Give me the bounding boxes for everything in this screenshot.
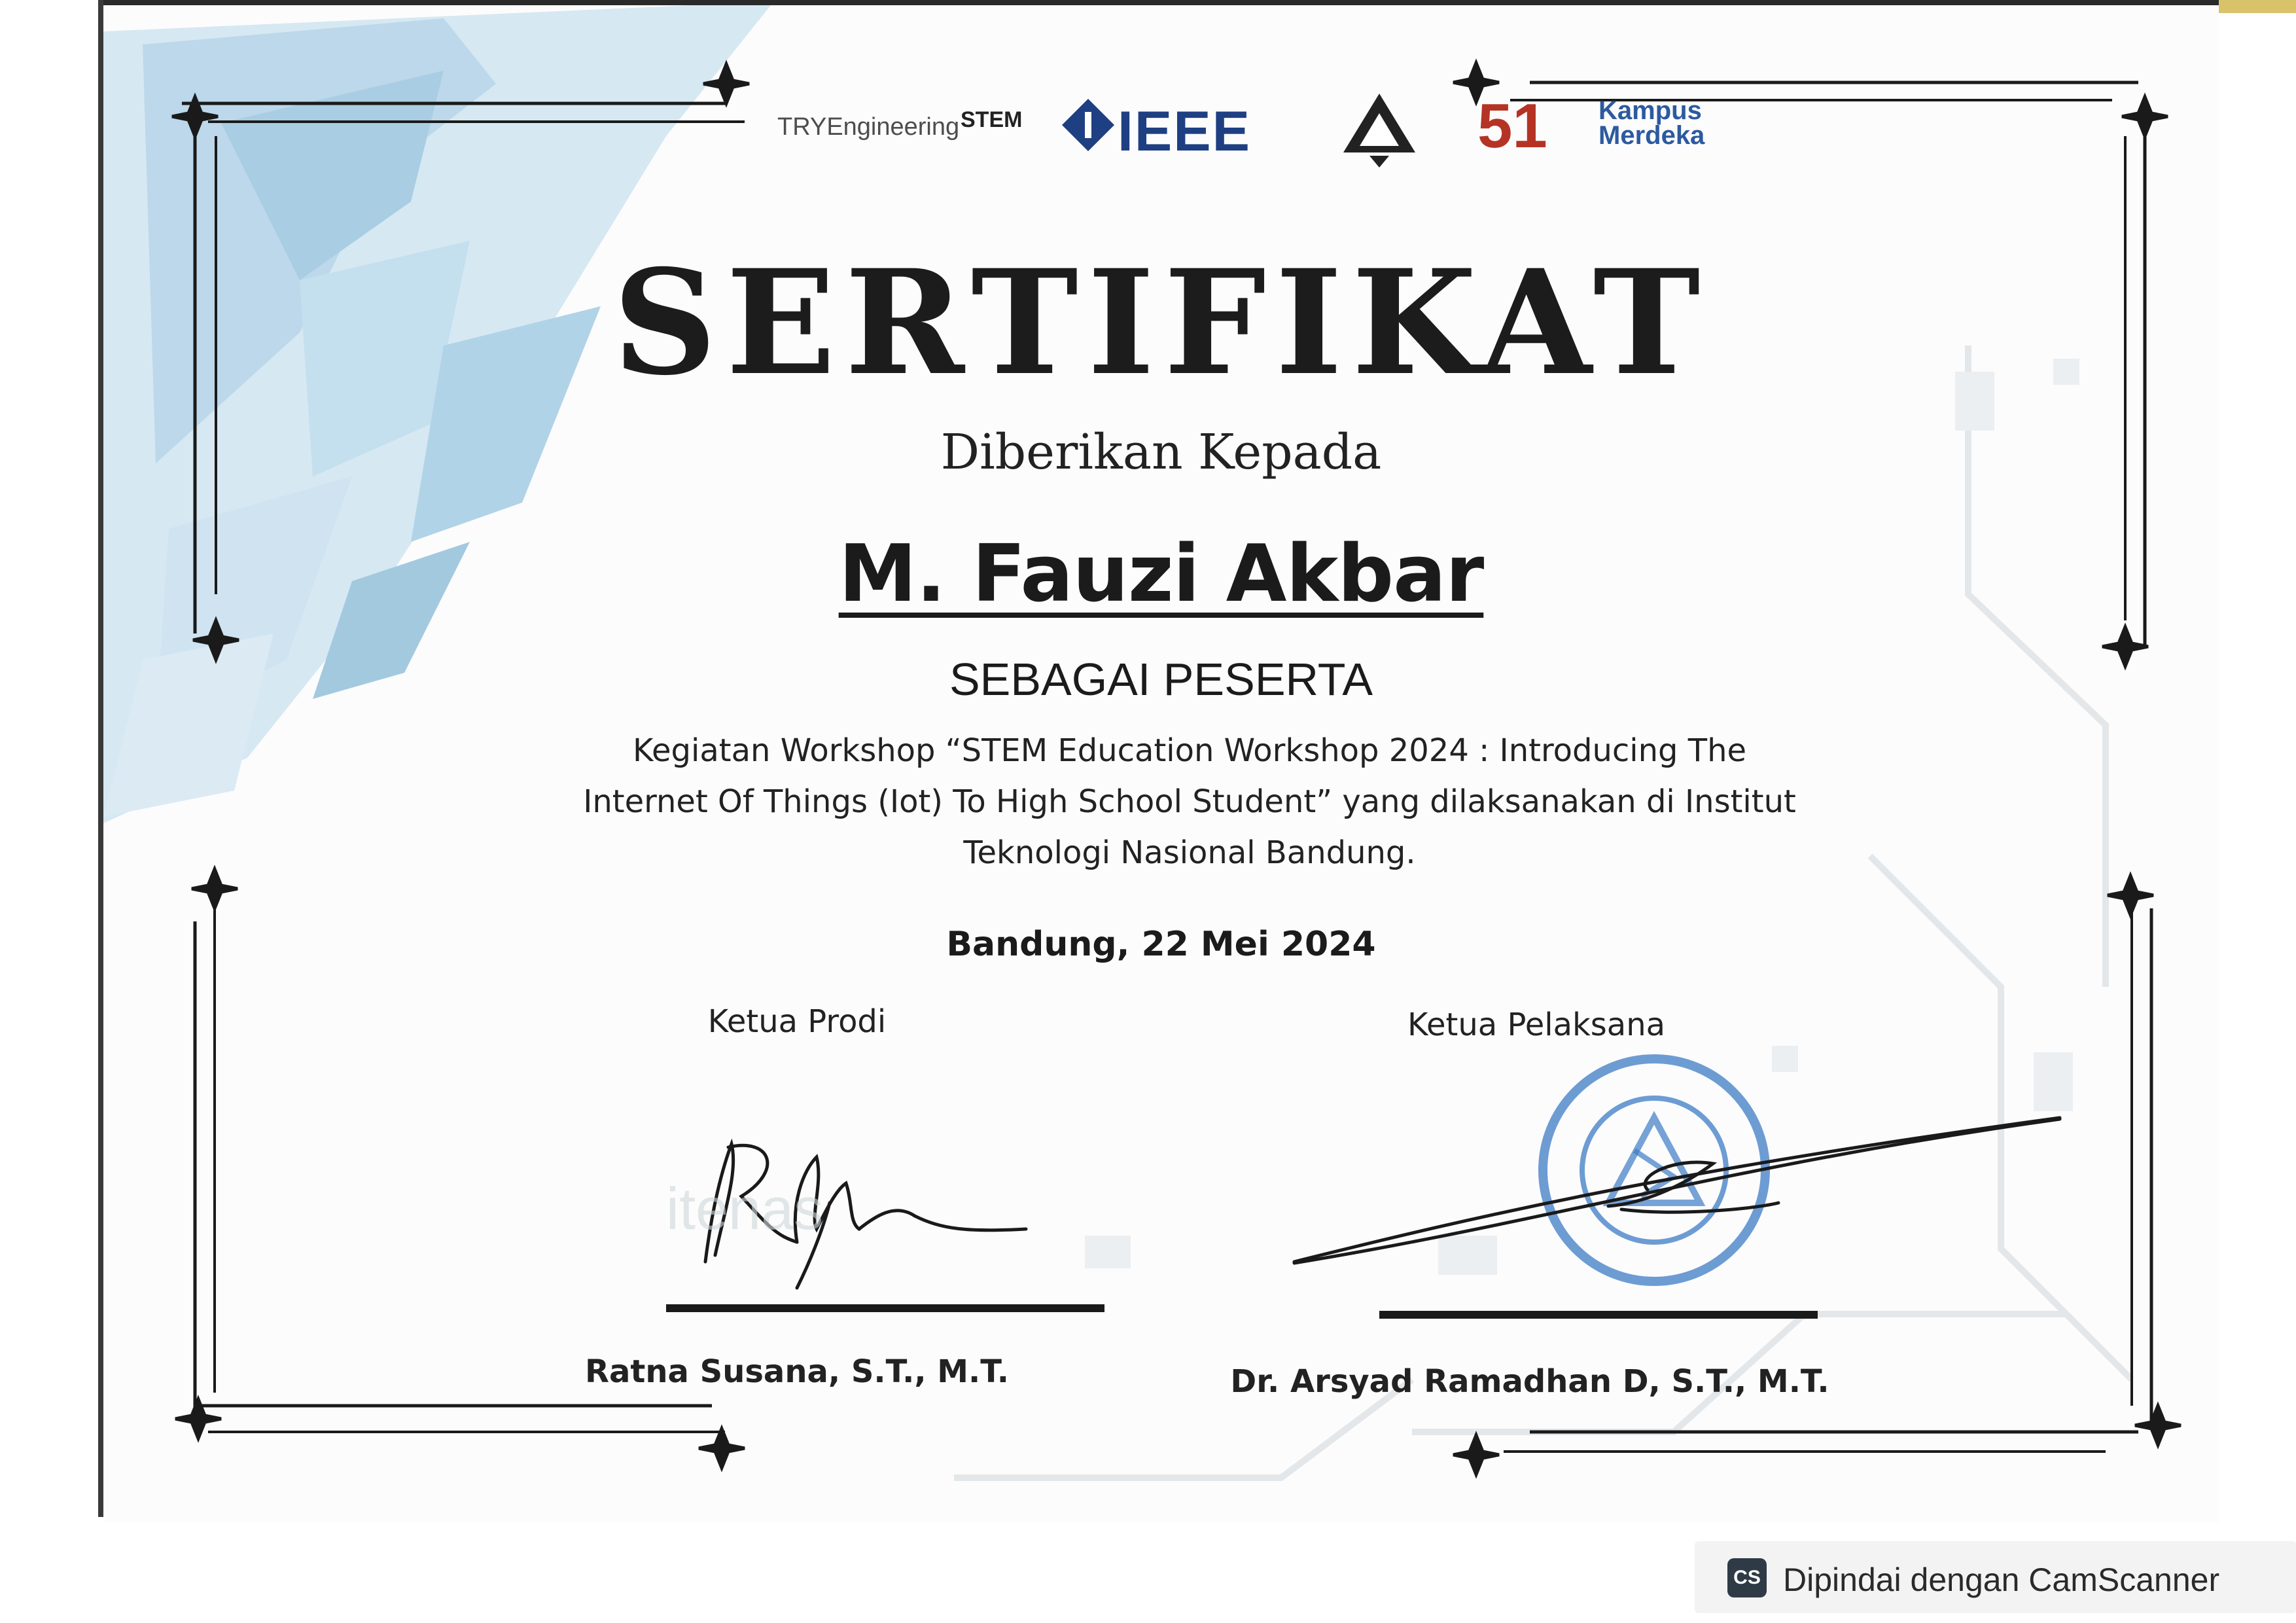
signatory-right	[1275, 1007, 1798, 1043]
tryengineering-logo: TRYEngineering	[777, 113, 960, 141]
triangle-emblem-icon	[1340, 90, 1419, 169]
signatory-name: Ratna Susana, S.T., M.T.	[585, 1353, 1009, 1390]
certificate-title: SERTIFIKAT	[612, 238, 1710, 407]
signature-line-left	[666, 1304, 1104, 1312]
signatory-name: Dr. Arsyad Ramadhan D, S.T., M.T.	[1230, 1363, 1829, 1400]
camscanner-badge	[1695, 1541, 2296, 1613]
description-line-3: Teknologi Nasional Bandung.	[963, 834, 1416, 871]
place-and-date: Bandung, 22 Mei 2024	[946, 925, 1376, 964]
kampus-merdeka-logo: Kampus Merdeka	[1598, 96, 1705, 150]
51-anniversary-logo: 51	[1477, 91, 1547, 161]
given-to-label: Diberikan Kepada	[940, 424, 1382, 480]
ieee-diamond-icon	[1059, 96, 1118, 154]
svg-text:itenas: itenas	[666, 1177, 824, 1242]
scan-edge-right	[2219, 0, 2296, 13]
signatory-left-name-block	[535, 1353, 1059, 1390]
camscanner-icon: CS	[1727, 1558, 1767, 1597]
event-description	[548, 725, 1831, 878]
signatory-role: Ketua Pelaksana	[1407, 1007, 1666, 1043]
signatory-role: Ketua Prodi	[707, 1003, 887, 1040]
signature-line-right	[1379, 1311, 1818, 1319]
certificate	[103, 0, 2219, 1522]
signatory-left	[535, 1003, 1059, 1040]
recipient-name: M. Fauzi Akbar	[838, 529, 1484, 620]
ieee-logo: IEEE	[1118, 100, 1251, 163]
stem-logo: STEM	[961, 107, 1023, 132]
camscanner-text: Dipindai dengan CamScanner	[1783, 1561, 2220, 1598]
signature-arsyad	[1281, 1092, 2106, 1288]
participant-role: SEBAGAI PESERTA	[949, 654, 1373, 705]
signature-ratna	[601, 1131, 1059, 1314]
description-line-2: Internet Of Things (Iot) To High School Student” yang dilaksanakan di Institut	[583, 783, 1796, 820]
signatory-right-name-block	[1203, 1363, 1857, 1400]
description-line-1: Kegiatan Workshop “STEM Education Workshop 2024 : Introducing The	[632, 732, 1747, 769]
